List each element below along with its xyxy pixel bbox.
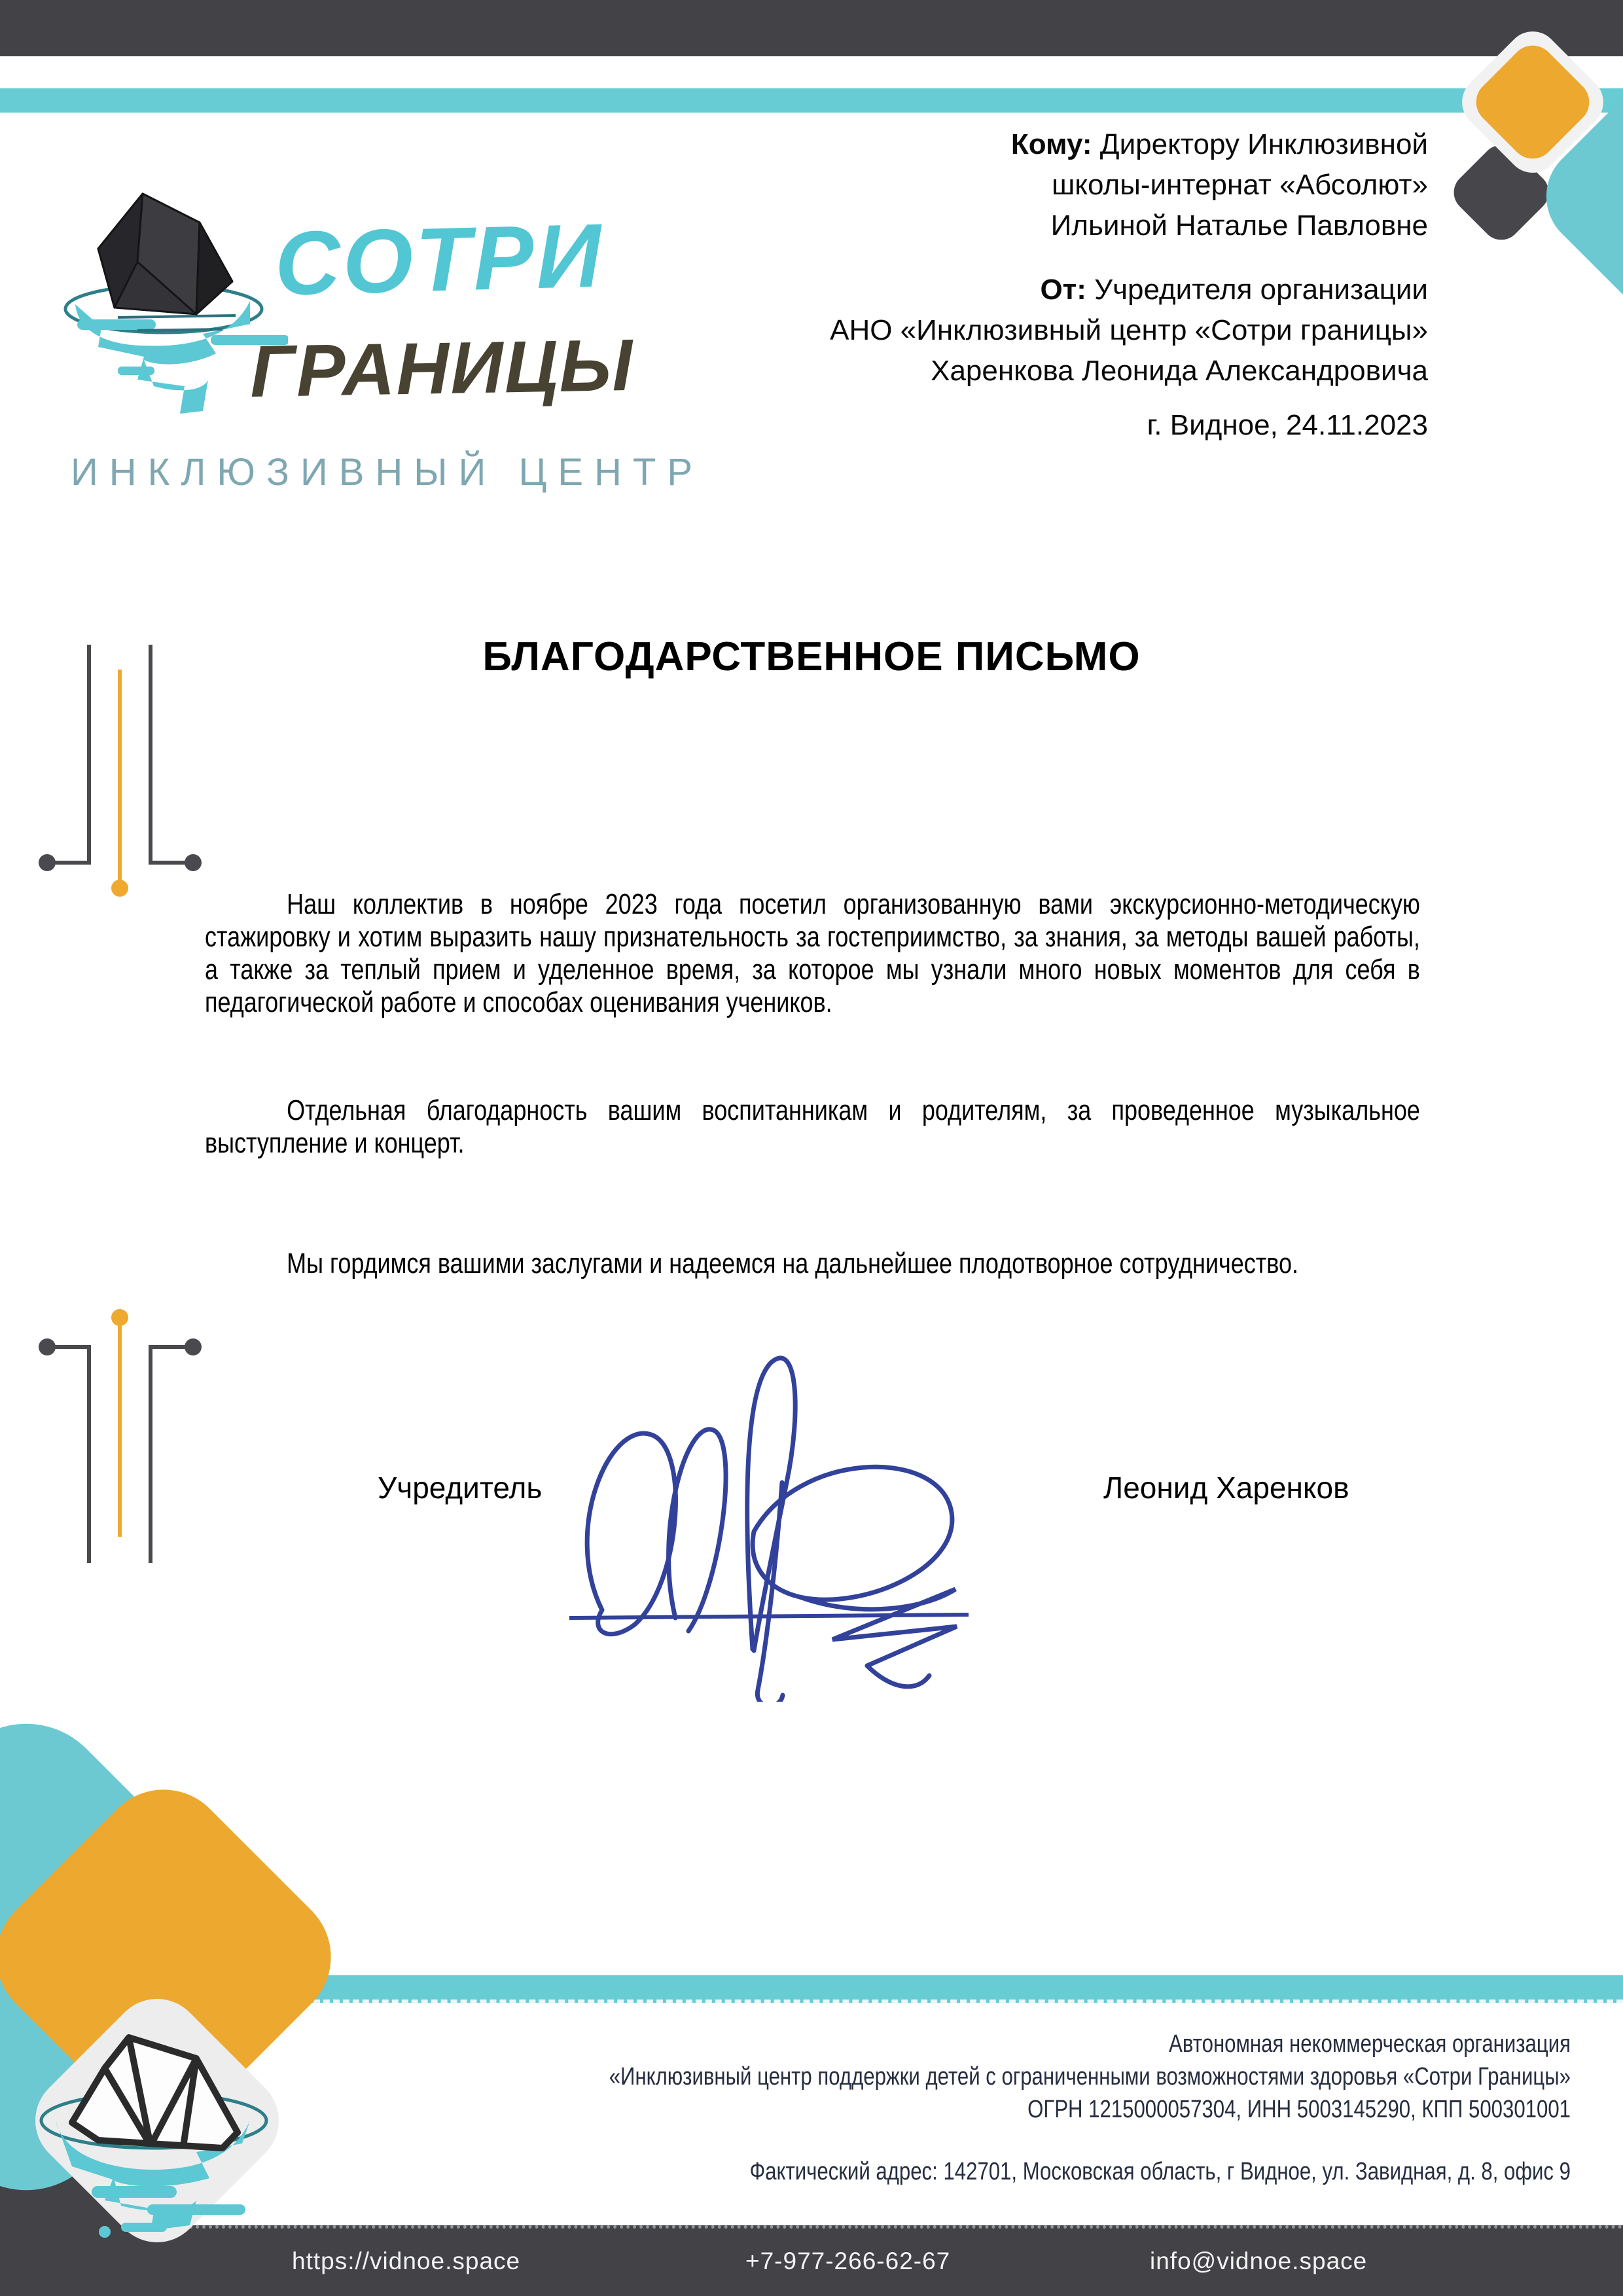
org-address: Фактический адрес: 142701, Московская область, г Видное, ул. Завидная, д. 8, офис 9 bbox=[749, 2158, 1571, 2185]
email-link[interactable]: info@vidnoe.space bbox=[1150, 2248, 1368, 2274]
signature-position-label: Учредитель bbox=[378, 1471, 543, 1505]
decor-lines-bottom-icon bbox=[26, 1306, 223, 1574]
sender-line-1: От: Учредителя организации bbox=[1040, 274, 1428, 306]
org-line-2: «Инклюзивный центр поддержки детей с ограниченными возможностями здоровья «Сотри Границы» bbox=[609, 2063, 1571, 2090]
website-link[interactable]: https://vidnoe.space bbox=[292, 2248, 521, 2274]
handwritten-signature bbox=[524, 1335, 1021, 1702]
logo-word-2: ГРАНИЦЫ bbox=[249, 323, 635, 413]
addressee-line-3: Ильиной Наталье Павловне bbox=[1050, 209, 1428, 242]
sender-line-2: АНО «Инклюзивный центр «Сотри границы» bbox=[830, 314, 1428, 346]
city-date: г. Видное, 24.11.2023 bbox=[1147, 409, 1428, 441]
logo-word-1: СОТРИ bbox=[274, 205, 605, 315]
header-address-block bbox=[830, 124, 1428, 446]
phone-link[interactable]: +7-977-266-62-67 bbox=[745, 2248, 951, 2274]
paragraph-1: Наш коллектив в ноябре 2023 года посетил организованную вами экскурсионно-методическую стажировку и хотим выразить нашу признательность за гостеприимство, за знания, за методы вашей работы, а также за теплый прием и уделенное время, за которое мы узнали много новых моментов для себя в педагогической работе и способах оценивания учеников. bbox=[205, 888, 1420, 1018]
org-line-3: ОГРН 1215000057304, ИНН 5003145290, КПП 500301001 bbox=[1027, 2096, 1571, 2123]
sender-line-3: Харенкова Леонида Александровича bbox=[931, 355, 1428, 387]
addressee-line-2: школы-интернат «Абсолют» bbox=[1051, 169, 1428, 201]
footer-org-block bbox=[363, 2028, 1571, 2188]
paragraph-2: Отдельная благодарность вашим воспитанникам и родителям, за проведенное музыкальное выступление и концерт. bbox=[205, 1094, 1420, 1159]
paragraph-3: Мы гордимся вашими заслугами и надеемся на дальнейшее плодотворное сотрудничество. bbox=[287, 1247, 1298, 1280]
addressee-line-1: Кому: Директору Инклюзивной bbox=[1010, 128, 1428, 160]
page-title: БЛАГОДАРСТВЕННОЕ ПИСЬМО bbox=[482, 634, 1141, 679]
signature-name: Леонид Харенков bbox=[1103, 1471, 1349, 1505]
org-line-1: Автономная некоммерческая организация bbox=[1169, 2030, 1571, 2058]
bottom-left-decor-shapes-icon bbox=[0, 1662, 497, 2296]
logo-subtitle: ИНКЛЮЗИВНЫЙ ЦЕНТР bbox=[71, 451, 704, 493]
decor-lines-top-icon bbox=[26, 628, 223, 910]
